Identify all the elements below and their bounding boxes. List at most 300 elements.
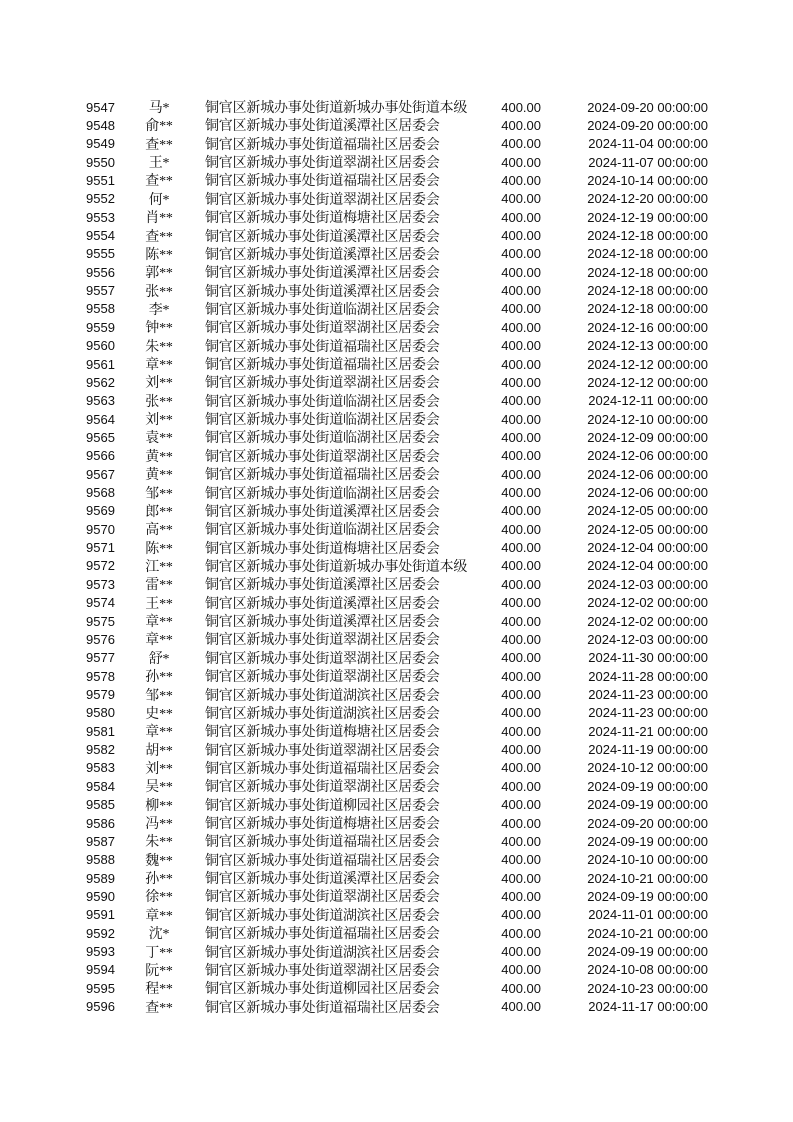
record-id: 9586 bbox=[86, 815, 115, 831]
organization-name: 铜官区新城办事处街道翠湖社区居委会 bbox=[205, 156, 440, 172]
amount-value: 400.00 bbox=[501, 521, 541, 537]
organization-name: 铜官区新城办事处街道翠湖社区居委会 bbox=[205, 321, 440, 337]
organization-name: 铜官区新城办事处街道溪潭社区居委会 bbox=[205, 596, 440, 612]
timestamp-value: 2024-10-23 00:00:00 bbox=[587, 980, 708, 996]
table-row bbox=[0, 207, 793, 225]
record-id: 9577 bbox=[86, 650, 115, 666]
amount-value: 400.00 bbox=[501, 393, 541, 409]
table-row bbox=[0, 483, 793, 501]
record-id: 9547 bbox=[86, 99, 115, 115]
amount-value: 400.00 bbox=[501, 411, 541, 427]
timestamp-value: 2024-09-19 00:00:00 bbox=[587, 833, 708, 849]
timestamp-value: 2024-10-12 00:00:00 bbox=[587, 760, 708, 776]
organization-name: 铜官区新城办事处街道溪潭社区居委会 bbox=[205, 247, 440, 263]
masked-name: 丁** bbox=[145, 945, 173, 961]
table-row bbox=[0, 703, 793, 721]
timestamp-value: 2024-09-19 00:00:00 bbox=[587, 944, 708, 960]
record-id: 9595 bbox=[86, 980, 115, 996]
record-id: 9550 bbox=[86, 154, 115, 170]
record-id: 9562 bbox=[86, 374, 115, 390]
timestamp-value: 2024-11-04 00:00:00 bbox=[588, 136, 708, 152]
table-row bbox=[0, 170, 793, 188]
timestamp-value: 2024-12-12 00:00:00 bbox=[587, 356, 708, 372]
timestamp-value: 2024-12-03 00:00:00 bbox=[587, 631, 708, 647]
organization-name: 铜官区新城办事处街道翠湖社区居委会 bbox=[205, 780, 440, 796]
timestamp-value: 2024-09-20 00:00:00 bbox=[587, 99, 708, 115]
table-row bbox=[0, 446, 793, 464]
organization-name: 铜官区新城办事处街道翠湖社区居委会 bbox=[205, 376, 440, 392]
table-row bbox=[0, 152, 793, 170]
table-row bbox=[0, 427, 793, 445]
organization-name: 铜官区新城办事处街道溪潭社区居委会 bbox=[205, 266, 440, 282]
organization-name: 铜官区新城办事处街道福瑞社区居委会 bbox=[205, 174, 440, 190]
masked-name: 查** bbox=[145, 137, 173, 153]
timestamp-value: 2024-12-18 00:00:00 bbox=[587, 283, 708, 299]
masked-name: 李* bbox=[148, 302, 170, 318]
timestamp-value: 2024-11-17 00:00:00 bbox=[588, 999, 708, 1015]
amount-value: 400.00 bbox=[501, 558, 541, 574]
record-id: 9578 bbox=[86, 668, 115, 684]
record-id: 9563 bbox=[86, 393, 115, 409]
masked-name: 朱** bbox=[145, 339, 173, 355]
organization-name: 铜官区新城办事处街道翠湖社区居委会 bbox=[205, 963, 440, 979]
masked-name: 邹** bbox=[145, 688, 173, 704]
timestamp-value: 2024-12-05 00:00:00 bbox=[587, 503, 708, 519]
amount-value: 400.00 bbox=[501, 797, 541, 813]
amount-value: 400.00 bbox=[501, 264, 541, 280]
amount-value: 400.00 bbox=[501, 319, 541, 335]
timestamp-value: 2024-11-19 00:00:00 bbox=[588, 742, 708, 758]
amount-value: 400.00 bbox=[501, 999, 541, 1015]
amount-value: 400.00 bbox=[501, 301, 541, 317]
organization-name: 铜官区新城办事处街道福瑞社区居委会 bbox=[205, 137, 440, 153]
record-id: 9582 bbox=[86, 742, 115, 758]
table-row bbox=[0, 189, 793, 207]
organization-name: 铜官区新城办事处街道湖滨社区居委会 bbox=[205, 706, 440, 722]
masked-name: 俞** bbox=[145, 119, 173, 135]
amount-value: 400.00 bbox=[501, 962, 541, 978]
record-id: 9591 bbox=[86, 907, 115, 923]
table-row bbox=[0, 354, 793, 372]
timestamp-value: 2024-12-11 00:00:00 bbox=[588, 393, 708, 409]
organization-name: 铜官区新城办事处街道福瑞社区居委会 bbox=[205, 835, 440, 851]
amount-value: 400.00 bbox=[501, 228, 541, 244]
organization-name: 铜官区新城办事处街道临湖社区居委会 bbox=[205, 413, 440, 429]
amount-value: 400.00 bbox=[501, 595, 541, 611]
masked-name: 高** bbox=[145, 523, 173, 539]
record-id: 9594 bbox=[86, 962, 115, 978]
timestamp-value: 2024-10-14 00:00:00 bbox=[587, 172, 708, 188]
masked-name: 史** bbox=[145, 706, 173, 722]
amount-value: 400.00 bbox=[501, 944, 541, 960]
timestamp-value: 2024-09-19 00:00:00 bbox=[587, 797, 708, 813]
organization-name: 铜官区新城办事处街道福瑞社区居委会 bbox=[205, 358, 440, 374]
masked-name: 冯** bbox=[145, 817, 173, 833]
masked-name: 章** bbox=[145, 908, 173, 924]
table-row bbox=[0, 611, 793, 629]
record-id: 9592 bbox=[86, 925, 115, 941]
masked-name: 章** bbox=[145, 725, 173, 741]
amount-value: 400.00 bbox=[501, 209, 541, 225]
amount-value: 400.00 bbox=[501, 631, 541, 647]
masked-name: 章** bbox=[145, 358, 173, 374]
masked-name: 刘** bbox=[145, 413, 173, 429]
masked-name: 徐** bbox=[145, 890, 173, 906]
organization-name: 铜官区新城办事处街道溪潭社区居委会 bbox=[205, 872, 440, 888]
timestamp-value: 2024-12-09 00:00:00 bbox=[587, 429, 708, 445]
organization-name: 铜官区新城办事处街道福瑞社区居委会 bbox=[205, 761, 440, 777]
timestamp-value: 2024-12-10 00:00:00 bbox=[587, 411, 708, 427]
organization-name: 铜官区新城办事处街道翠湖社区居委会 bbox=[205, 633, 440, 649]
organization-name: 铜官区新城办事处街道临湖社区居委会 bbox=[205, 431, 440, 447]
table-row bbox=[0, 905, 793, 923]
table-row bbox=[0, 519, 793, 537]
table-row bbox=[0, 115, 793, 133]
record-id: 9587 bbox=[86, 833, 115, 849]
organization-name: 铜官区新城办事处街道临湖社区居委会 bbox=[205, 394, 440, 410]
amount-value: 400.00 bbox=[501, 466, 541, 482]
table-row bbox=[0, 648, 793, 666]
table-row bbox=[0, 409, 793, 427]
table-row bbox=[0, 721, 793, 739]
record-id: 9564 bbox=[86, 411, 115, 427]
organization-name: 铜官区新城办事处街道湖滨社区居委会 bbox=[205, 688, 440, 704]
masked-name: 阮** bbox=[145, 963, 173, 979]
masked-name: 邹** bbox=[145, 486, 173, 502]
organization-name: 铜官区新城办事处街道福瑞社区居委会 bbox=[205, 927, 440, 943]
timestamp-value: 2024-11-07 00:00:00 bbox=[588, 154, 708, 170]
amount-value: 400.00 bbox=[501, 613, 541, 629]
masked-name: 胡** bbox=[145, 743, 173, 759]
record-id: 9581 bbox=[86, 723, 115, 739]
organization-name: 铜官区新城办事处街道翠湖社区居委会 bbox=[205, 449, 440, 465]
timestamp-value: 2024-12-06 00:00:00 bbox=[587, 485, 708, 501]
table-row bbox=[0, 813, 793, 831]
organization-name: 铜官区新城办事处街道柳园社区居委会 bbox=[205, 982, 440, 998]
record-id: 9554 bbox=[86, 228, 115, 244]
record-id: 9579 bbox=[86, 687, 115, 702]
amount-value: 400.00 bbox=[501, 668, 541, 684]
record-id: 9570 bbox=[86, 521, 115, 537]
table-row bbox=[0, 850, 793, 868]
timestamp-value: 2024-11-21 00:00:00 bbox=[588, 723, 708, 739]
amount-value: 400.00 bbox=[501, 907, 541, 923]
organization-name: 铜官区新城办事处街道福瑞社区居委会 bbox=[205, 468, 440, 484]
table-row bbox=[0, 336, 793, 354]
organization-name: 铜官区新城办事处街道福瑞社区居委会 bbox=[205, 1000, 440, 1016]
organization-name: 铜官区新城办事处街道溪潭社区居委会 bbox=[205, 284, 440, 300]
table-row bbox=[0, 629, 793, 647]
table-row bbox=[0, 299, 793, 317]
organization-name: 铜官区新城办事处街道新城办事处街道本级 bbox=[205, 101, 468, 116]
record-id: 9548 bbox=[86, 117, 115, 133]
table-row bbox=[0, 740, 793, 758]
amount-value: 400.00 bbox=[501, 870, 541, 886]
amount-value: 400.00 bbox=[501, 833, 541, 849]
masked-name: 程** bbox=[145, 982, 173, 998]
masked-name: 舒* bbox=[148, 651, 170, 667]
organization-name: 铜官区新城办事处街道柳园社区居委会 bbox=[205, 798, 440, 814]
timestamp-value: 2024-09-20 00:00:00 bbox=[587, 117, 708, 133]
record-id: 9555 bbox=[86, 246, 115, 262]
timestamp-value: 2024-09-20 00:00:00 bbox=[587, 815, 708, 831]
timestamp-value: 2024-12-18 00:00:00 bbox=[587, 301, 708, 317]
organization-name: 铜官区新城办事处街道梅塘社区居委会 bbox=[205, 817, 440, 833]
masked-name: 黄** bbox=[145, 449, 173, 465]
timestamp-value: 2024-12-12 00:00:00 bbox=[587, 374, 708, 390]
table-row bbox=[0, 556, 793, 574]
timestamp-value: 2024-10-10 00:00:00 bbox=[587, 852, 708, 868]
record-id: 9588 bbox=[86, 852, 115, 868]
organization-name: 铜官区新城办事处街道临湖社区居委会 bbox=[205, 302, 440, 318]
masked-name: 王** bbox=[145, 596, 173, 612]
amount-value: 400.00 bbox=[501, 650, 541, 666]
amount-value: 400.00 bbox=[501, 925, 541, 941]
table-row bbox=[0, 886, 793, 904]
masked-name: 陈** bbox=[145, 541, 173, 557]
masked-name: 雷** bbox=[145, 578, 173, 594]
masked-name: 郭** bbox=[145, 266, 173, 282]
record-id: 9584 bbox=[86, 778, 115, 794]
amount-value: 400.00 bbox=[501, 448, 541, 464]
timestamp-value: 2024-12-18 00:00:00 bbox=[587, 246, 708, 262]
timestamp-value: 2024-11-01 00:00:00 bbox=[588, 907, 708, 923]
table-row bbox=[0, 868, 793, 886]
masked-name: 陈** bbox=[145, 247, 173, 263]
masked-name: 魏** bbox=[145, 853, 173, 869]
table-row bbox=[0, 97, 793, 115]
masked-name: 王* bbox=[148, 156, 170, 172]
timestamp-value: 2024-11-23 00:00:00 bbox=[588, 687, 708, 702]
organization-name: 铜官区新城办事处街道翠湖社区居委会 bbox=[205, 192, 440, 208]
table-row bbox=[0, 685, 793, 703]
timestamp-value: 2024-12-04 00:00:00 bbox=[587, 540, 708, 556]
masked-name: 查** bbox=[145, 1000, 173, 1016]
masked-name: 孙** bbox=[145, 872, 173, 888]
masked-name: 朱** bbox=[145, 835, 173, 851]
amount-value: 400.00 bbox=[501, 852, 541, 868]
organization-name: 铜官区新城办事处街道溪潭社区居委会 bbox=[205, 615, 440, 631]
table-row bbox=[0, 391, 793, 409]
organization-name: 铜官区新城办事处街道梅塘社区居委会 bbox=[205, 541, 440, 557]
record-id: 9573 bbox=[86, 576, 115, 592]
record-id: 9571 bbox=[86, 540, 115, 556]
table-row bbox=[0, 831, 793, 849]
record-id: 9559 bbox=[86, 319, 115, 335]
organization-name: 铜官区新城办事处街道福瑞社区居委会 bbox=[205, 853, 440, 869]
timestamp-value: 2024-12-20 00:00:00 bbox=[587, 191, 708, 207]
records-table bbox=[0, 97, 793, 1015]
amount-value: 400.00 bbox=[501, 705, 541, 721]
amount-value: 400.00 bbox=[501, 742, 541, 758]
organization-name: 铜官区新城办事处街道溪潭社区居委会 bbox=[205, 119, 440, 135]
table-row bbox=[0, 538, 793, 556]
organization-name: 铜官区新城办事处街道湖滨社区居委会 bbox=[205, 908, 440, 924]
amount-value: 400.00 bbox=[501, 154, 541, 170]
timestamp-value: 2024-12-13 00:00:00 bbox=[587, 338, 708, 354]
record-id: 9593 bbox=[86, 944, 115, 960]
record-id: 9551 bbox=[86, 172, 115, 188]
record-id: 9576 bbox=[86, 631, 115, 647]
table-row bbox=[0, 758, 793, 776]
table-row bbox=[0, 464, 793, 482]
amount-value: 400.00 bbox=[501, 99, 541, 115]
amount-value: 400.00 bbox=[501, 888, 541, 904]
amount-value: 400.00 bbox=[501, 485, 541, 501]
record-id: 9556 bbox=[86, 264, 115, 280]
masked-name: 刘** bbox=[145, 761, 173, 777]
timestamp-value: 2024-10-21 00:00:00 bbox=[587, 870, 708, 886]
organization-name: 铜官区新城办事处街道溪潭社区居委会 bbox=[205, 229, 440, 245]
masked-name: 孙** bbox=[145, 670, 173, 686]
table-row bbox=[0, 923, 793, 941]
amount-value: 400.00 bbox=[501, 980, 541, 996]
amount-value: 400.00 bbox=[501, 540, 541, 556]
amount-value: 400.00 bbox=[501, 760, 541, 776]
masked-name: 黄** bbox=[145, 468, 173, 484]
record-id: 9580 bbox=[86, 705, 115, 721]
table-row bbox=[0, 372, 793, 390]
table-row bbox=[0, 226, 793, 244]
timestamp-value: 2024-10-08 00:00:00 bbox=[587, 962, 708, 978]
timestamp-value: 2024-12-03 00:00:00 bbox=[587, 576, 708, 592]
masked-name: 刘** bbox=[145, 376, 173, 392]
masked-name: 张** bbox=[145, 394, 173, 410]
record-id: 9566 bbox=[86, 448, 115, 464]
amount-value: 400.00 bbox=[501, 191, 541, 207]
table-row bbox=[0, 960, 793, 978]
amount-value: 400.00 bbox=[501, 246, 541, 262]
masked-name: 张** bbox=[145, 284, 173, 300]
masked-name: 章** bbox=[145, 633, 173, 649]
record-id: 9552 bbox=[86, 191, 115, 207]
record-id: 9568 bbox=[86, 485, 115, 501]
table-row bbox=[0, 262, 793, 280]
record-id: 9589 bbox=[86, 870, 115, 886]
timestamp-value: 2024-11-28 00:00:00 bbox=[588, 668, 708, 684]
record-id: 9558 bbox=[86, 301, 115, 317]
organization-name: 铜官区新城办事处街道临湖社区居委会 bbox=[205, 523, 440, 539]
table-row bbox=[0, 134, 793, 152]
masked-name: 马* bbox=[148, 101, 170, 116]
record-id: 9567 bbox=[86, 466, 115, 482]
record-id: 9572 bbox=[86, 558, 115, 574]
organization-name: 铜官区新城办事处街道翠湖社区居委会 bbox=[205, 651, 440, 667]
amount-value: 400.00 bbox=[501, 356, 541, 372]
record-id: 9561 bbox=[86, 356, 115, 372]
table-row bbox=[0, 244, 793, 262]
record-id: 9560 bbox=[86, 338, 115, 354]
table-row bbox=[0, 593, 793, 611]
table-row bbox=[0, 574, 793, 592]
timestamp-value: 2024-12-06 00:00:00 bbox=[587, 448, 708, 464]
masked-name: 袁** bbox=[145, 431, 173, 447]
organization-name: 铜官区新城办事处街道新城办事处街道本级 bbox=[205, 559, 468, 575]
table-row bbox=[0, 942, 793, 960]
record-id: 9596 bbox=[86, 999, 115, 1015]
timestamp-value: 2024-09-19 00:00:00 bbox=[587, 888, 708, 904]
timestamp-value: 2024-12-19 00:00:00 bbox=[587, 209, 708, 225]
masked-name: 查** bbox=[145, 174, 173, 190]
organization-name: 铜官区新城办事处街道湖滨社区居委会 bbox=[205, 945, 440, 961]
timestamp-value: 2024-12-16 00:00:00 bbox=[587, 319, 708, 335]
amount-value: 400.00 bbox=[501, 136, 541, 152]
organization-name: 铜官区新城办事处街道溪潭社区居委会 bbox=[205, 504, 440, 520]
amount-value: 400.00 bbox=[501, 778, 541, 794]
record-id: 9585 bbox=[86, 797, 115, 813]
amount-value: 400.00 bbox=[501, 687, 541, 702]
timestamp-value: 2024-12-02 00:00:00 bbox=[587, 595, 708, 611]
amount-value: 400.00 bbox=[501, 283, 541, 299]
record-id: 9574 bbox=[86, 595, 115, 611]
timestamp-value: 2024-11-23 00:00:00 bbox=[588, 705, 708, 721]
amount-value: 400.00 bbox=[501, 723, 541, 739]
table-row bbox=[0, 317, 793, 335]
table-row bbox=[0, 666, 793, 684]
record-id: 9583 bbox=[86, 760, 115, 776]
table-row bbox=[0, 776, 793, 794]
organization-name: 铜官区新城办事处街道梅塘社区居委会 bbox=[205, 725, 440, 741]
record-id: 9557 bbox=[86, 283, 115, 299]
record-id: 9569 bbox=[86, 503, 115, 519]
timestamp-value: 2024-12-02 00:00:00 bbox=[587, 613, 708, 629]
amount-value: 400.00 bbox=[501, 374, 541, 390]
table-row bbox=[0, 997, 793, 1015]
masked-name: 沈* bbox=[148, 927, 170, 943]
amount-value: 400.00 bbox=[501, 576, 541, 592]
timestamp-value: 2024-10-21 00:00:00 bbox=[587, 925, 708, 941]
timestamp-value: 2024-11-30 00:00:00 bbox=[588, 650, 708, 666]
masked-name: 查** bbox=[145, 229, 173, 245]
organization-name: 铜官区新城办事处街道翠湖社区居委会 bbox=[205, 670, 440, 686]
record-id: 9549 bbox=[86, 136, 115, 152]
record-id: 9575 bbox=[86, 613, 115, 629]
record-id: 9553 bbox=[86, 209, 115, 225]
masked-name: 何* bbox=[148, 192, 170, 208]
table-row bbox=[0, 501, 793, 519]
masked-name: 柳** bbox=[145, 798, 173, 814]
amount-value: 400.00 bbox=[501, 429, 541, 445]
table-row bbox=[0, 281, 793, 299]
masked-name: 章** bbox=[145, 615, 173, 631]
amount-value: 400.00 bbox=[501, 117, 541, 133]
masked-name: 钟** bbox=[145, 321, 173, 337]
record-id: 9565 bbox=[86, 429, 115, 445]
table-row bbox=[0, 795, 793, 813]
timestamp-value: 2024-12-18 00:00:00 bbox=[587, 228, 708, 244]
masked-name: 吴** bbox=[145, 780, 173, 796]
amount-value: 400.00 bbox=[501, 815, 541, 831]
organization-name: 铜官区新城办事处街道翠湖社区居委会 bbox=[205, 743, 440, 759]
timestamp-value: 2024-12-04 00:00:00 bbox=[587, 558, 708, 574]
organization-name: 铜官区新城办事处街道福瑞社区居委会 bbox=[205, 339, 440, 355]
masked-name: 肖** bbox=[145, 211, 173, 227]
organization-name: 铜官区新城办事处街道溪潭社区居委会 bbox=[205, 578, 440, 594]
organization-name: 铜官区新城办事处街道临湖社区居委会 bbox=[205, 486, 440, 502]
masked-name: 郎** bbox=[145, 504, 173, 520]
timestamp-value: 2024-12-06 00:00:00 bbox=[587, 466, 708, 482]
amount-value: 400.00 bbox=[501, 172, 541, 188]
amount-value: 400.00 bbox=[501, 503, 541, 519]
organization-name: 铜官区新城办事处街道梅塘社区居委会 bbox=[205, 211, 440, 227]
table-row bbox=[0, 978, 793, 996]
timestamp-value: 2024-09-19 00:00:00 bbox=[587, 778, 708, 794]
masked-name: 江** bbox=[145, 559, 173, 575]
timestamp-value: 2024-12-05 00:00:00 bbox=[587, 521, 708, 537]
organization-name: 铜官区新城办事处街道翠湖社区居委会 bbox=[205, 890, 440, 906]
timestamp-value: 2024-12-18 00:00:00 bbox=[587, 264, 708, 280]
record-id: 9590 bbox=[86, 888, 115, 904]
